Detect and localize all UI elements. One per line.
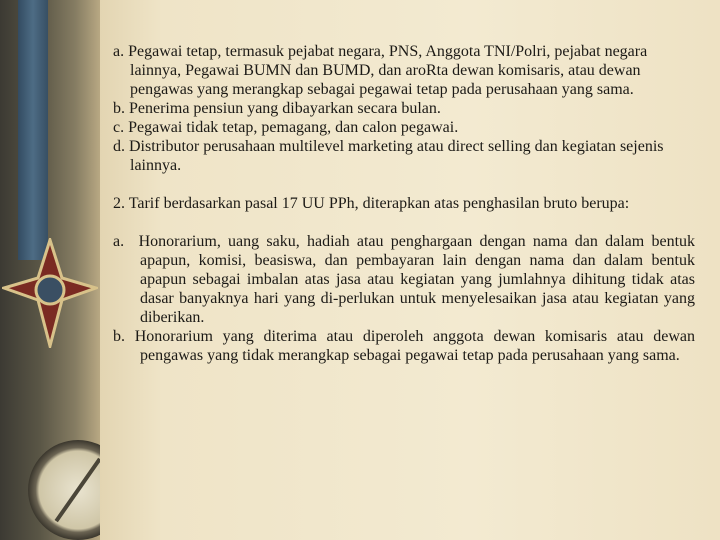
list-marker: a. <box>113 233 125 250</box>
list-marker: d. <box>113 138 125 155</box>
document-content <box>113 42 695 365</box>
list-text: Pegawai tidak tetap, pemagang, dan calon pegawai. <box>128 119 459 136</box>
section-heading <box>113 194 695 213</box>
decorative-sidebar <box>0 0 100 540</box>
list-text: Pegawai tetap, termasuk pejabat negara, PNS, Anggota TNI/Polri, pejabat negara lainnya, Pegawai BUMN dan BUMD, dan aroRta dewan komisaris, atau dewan pengawas yang merangkap sebagai pegawai tetap pada perusahaan yang sama. <box>128 43 648 98</box>
spacer <box>113 175 695 194</box>
list-text: Distributor perusahaan multilevel marketing atau direct selling dan kegiatan sejenis lainnya. <box>129 138 664 174</box>
list-marker: b. <box>113 328 125 345</box>
list-marker: c. <box>113 119 125 136</box>
list-text: Honorarium yang diterima atau diperoleh anggota dewan komisaris atau dewan pengawas yang tidak merangkap sebagai pegawai tetap pada perusahaan yang sama. <box>134 328 696 364</box>
list-item <box>113 42 695 99</box>
spacer <box>113 213 695 232</box>
section-marker: 2. <box>113 195 125 212</box>
section-text: Tarif berdasarkan pasal 17 UU PPh, diterapkan atas penghasilan bruto berupa: <box>128 195 630 212</box>
list-marker: b. <box>113 100 125 117</box>
ribbon-decoration <box>18 0 48 260</box>
compass-decoration <box>28 440 100 540</box>
list-item <box>113 232 695 327</box>
list-item <box>113 327 695 365</box>
medal-cross-icon <box>2 238 98 348</box>
list-item <box>113 118 695 137</box>
list-item <box>113 137 695 175</box>
list-text: Penerima pensiun yang dibayarkan secara bulan. <box>129 100 441 117</box>
list-item <box>113 99 695 118</box>
list-text: Honorarium, uang saku, hadiah atau penghargaan dengan nama dan dalam bentuk apapun, komisi, beasiswa, dan pembayaran lain dengan nama dan dalam bentuk apapun sebagai imbalan atas jasa atau kegiatan yang jumlahnya dihitung tidak atas dasar banyaknya hari yang di-perlukan untuk menyelesaikan jasa atau kegiatan yang diberikan. <box>138 233 696 326</box>
list-marker: a. <box>113 43 125 60</box>
